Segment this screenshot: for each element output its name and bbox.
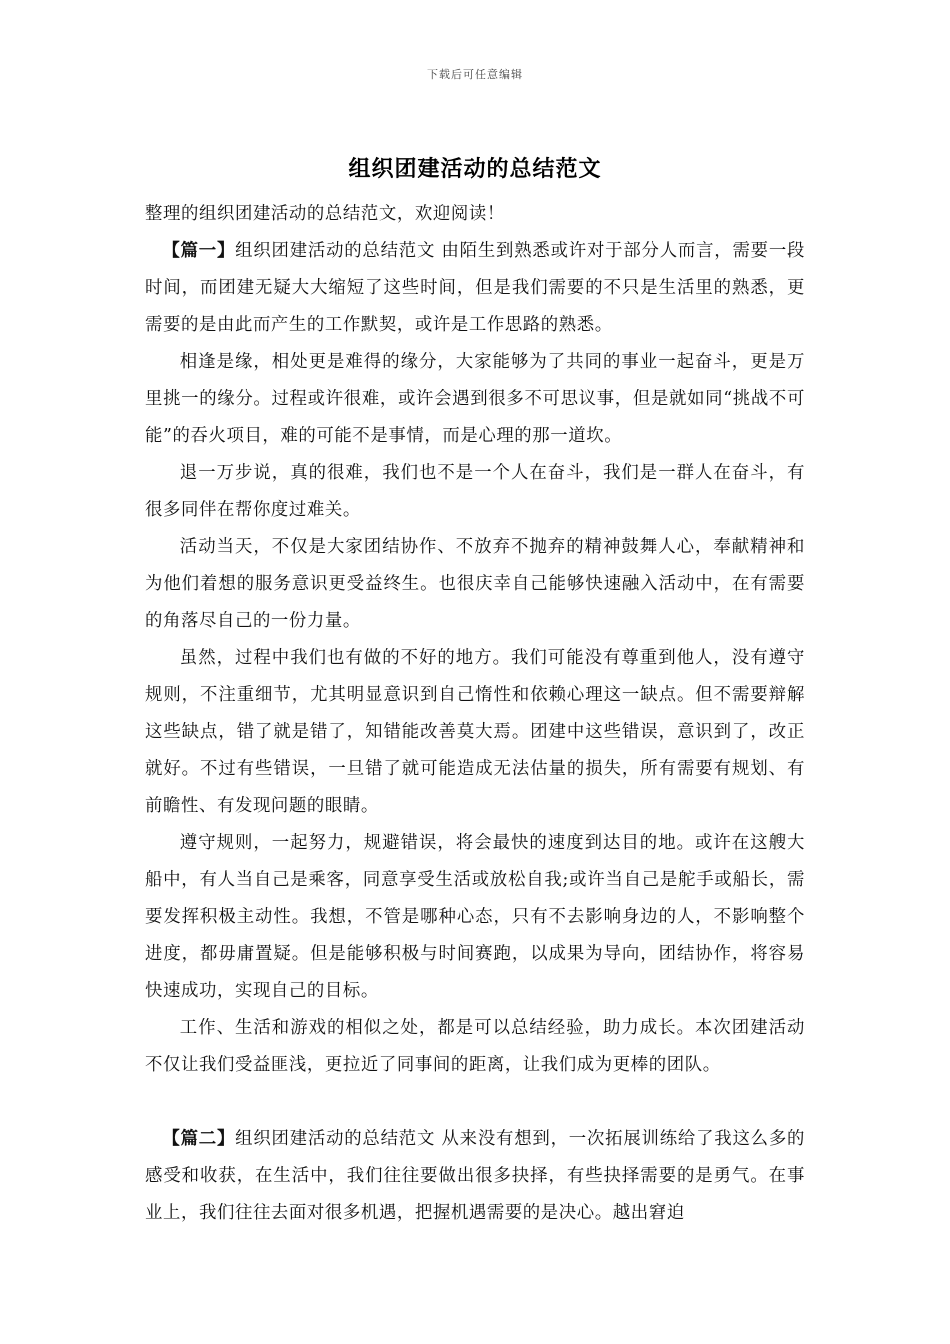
document-title: 组织团建活动的总结范文: [348, 156, 602, 182]
section1-paragraph-3: 退一万步说，真的很难，我们也不是一个人在奋斗，我们是一群人在奋斗，有很多同伴在帮你度过难关。: [145, 463, 805, 520]
section1-paragraph-5: 虽然，过程中我们也有做的不好的地方。我们可能没有尊重到他人，没有遵守规则，不注重细节，尤其明显意识到自己惰性和依赖心理这一缺点。但不需要辩解这些缺点，错了就是错了，知错能改善莫大焉。团建中这些错误，意识到了，改正就好。不过有些错误，一旦错了就可能造成无法估量的损失，所有需要有规划、有前瞻性、有发现问题的眼睛。: [145, 648, 805, 816]
section1-paragraph-6: 遵守规则，一起努力，规避错误，将会最快的速度到达目的地。或许在这艘大船中，有人当自己是乘客，同意享受生活或放松自我;或许当自己是舵手或船长，需要发挥积极主动性。我想，不管是哪种心态，只有不去影响身边的人，不影响整个进度，都毋庸置疑。但是能够积极与时间赛跑，以成果为导向，团结协作，将容易快速成功，实现自己的目标。: [145, 833, 805, 1001]
section1-paragraph-1-text: 组织团建活动的总结范文 由陌生到熟悉或许对于部分人而言，需要一段时间，而团建无疑大大缩短了这些时间，但是我们需要的不只是生活里的熟悉，更需要的是由此而产生的工作默契，或许是工作思路的熟悉。: [145, 241, 806, 335]
section1-paragraph-2: 相逢是缘，相处更是难得的缘分，大家能够为了共同的事业一起奋斗，更是万里挑一的缘分。过程或许很难，或许会遇到很多不可思议事，但是就如同“挑战不可能”的吞火项目，难的可能不是事情，而是心理的那一道坎。: [145, 352, 805, 446]
section1-label: 【篇一】: [162, 241, 236, 261]
section2-paragraph-1: [145, 1121, 805, 1232]
section-gap: [145, 1084, 805, 1121]
document-body: [145, 196, 805, 1232]
section1-paragraph-7: 工作、生活和游戏的相似之处，都是可以总结经验，助力成长。本次团建活动不仅让我们受益匪浅，更拉近了同事间的距离，让我们成为更棒的团队。: [145, 1018, 805, 1075]
section1-paragraph-1: [145, 233, 805, 344]
section2-label: 【篇二】: [162, 1129, 236, 1149]
header-note: 下载后可任意编辑: [427, 68, 523, 81]
intro-paragraph: 整理的组织团建活动的总结范文，欢迎阅读！: [145, 204, 505, 224]
section1-paragraph-4: 活动当天，不仅是大家团结协作、不放弃不抛弃的精神鼓舞人心，奉献精神和为他们着想的服务意识更受益终生。也很庆幸自己能够快速融入活动中，在有需要的角落尽自己的一份力量。: [145, 537, 805, 631]
section2-paragraph-1-text: 组织团建活动的总结范文 从来没有想到，一次拓展训练给了我这么多的感受和收获，在生活中，我们往往要做出很多抉择，有些抉择需要的是勇气。在事业上，我们往往去面对很多机遇，把握机遇需要的是决心。越出窘迫: [145, 1129, 806, 1223]
